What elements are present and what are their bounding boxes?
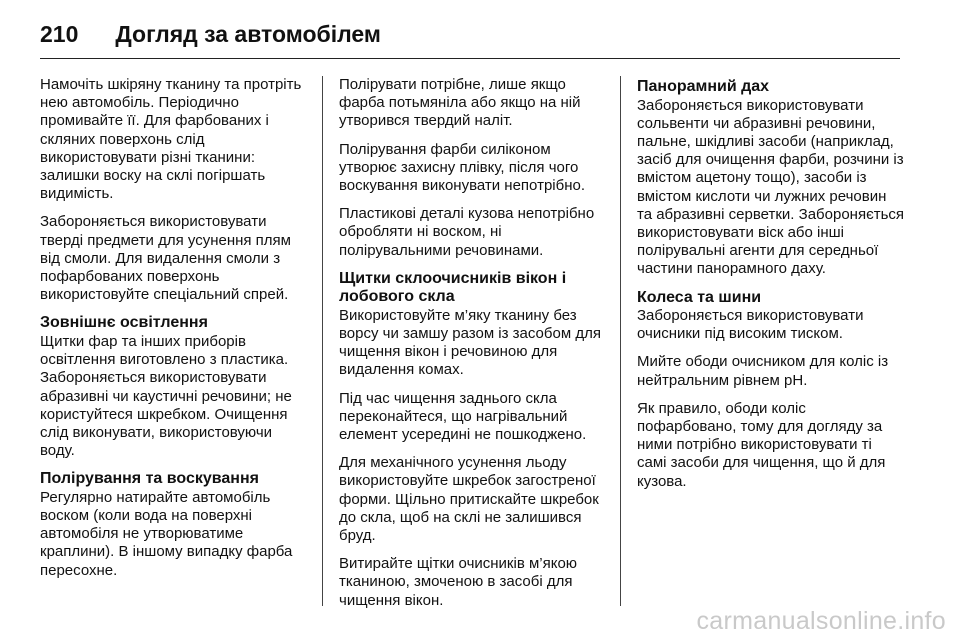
paragraph: Забороняється використовувати сольвенти чи абразивні речовини, пальне, шкідливі засоби (наприклад, засіб для очищення фарби, розчини із вмістом ацетону тощо), засоби із вмістом кислоти чи лужних речовин та абразивні серветки. Забороняється використовувати віск або інші полірувальні агенти для середньої частини панорамного даху. [637, 96, 905, 278]
page-header [40, 14, 381, 54]
column-divider-1 [322, 76, 323, 606]
section-heading: Панорамний дах [637, 78, 770, 95]
paragraph: Полірувати потрібне, лише якщо фарба потьмяніла або якщо на ній утворився твердий наліт. [339, 76, 581, 130]
paragraph: Пластикові деталі кузова непотрібно обробляти ні воском, ні полірувальними речовинами. [339, 205, 595, 259]
page-number: 210 [40, 20, 79, 47]
paragraph: Полірування фарби силіконом утворює захисну плівку, після чого воскування виконувати непотрібно. [339, 140, 585, 195]
paragraph: Використовуйте м’яку тканину без ворсу чи замшу разом із засобом для чищення вікон і речовиною для видалення комах. [339, 306, 601, 379]
header-divider [40, 58, 900, 59]
column-1 [40, 76, 308, 590]
section-heading: Зовнішнє освітлення [40, 314, 208, 332]
column-divider-2 [620, 76, 621, 606]
column-3 [637, 76, 905, 501]
paragraph: Витирайте щітки очисників м’якою тканиною, змоченою в засобі для чищення вікон. [339, 555, 578, 609]
paragraph: Забороняється використовувати очисники під високим тиском. [637, 307, 864, 343]
column-2 [339, 76, 607, 620]
watermark: carmanualsonline.info [696, 607, 946, 635]
paragraph: Мийте ободи очисником для коліс із нейтральним рівнем pH. [637, 353, 889, 389]
page-title: Догляд за автомобілем [115, 20, 381, 47]
paragraph: Під час чищення заднього скла переконайтеся, що нагрівальний елемент усередині не пошкоджено. [339, 389, 587, 444]
paragraph: Як правило, ободи коліс пофарбовано, тому для догляду за ними потрібно використовувати ті самі засоби для чищення, що й для кузова. [637, 399, 886, 490]
section-heading: Полірування та воскування [40, 470, 259, 488]
section-heading: Колеса та шини [637, 288, 762, 306]
paragraph: Регулярно натирайте автомобіль воском (коли вода на поверхні автомобіля не утворюватиме краплини). В іншому випадку фарба пересохне. [40, 488, 293, 579]
paragraph: Забороняється використовувати тверді предмети для усунення плям від смоли. Для видалення смоли з пофарбованих поверхонь використовуйте спеціальний спрей. [40, 213, 291, 304]
paragraph: Намочіть шкіряну тканину та протріть нею автомобіль. Періодично промивайте її. Для фарбованих і скляних поверхонь слід використовувати різні тканини: залишки воску на склі погіршать видимість. [40, 76, 302, 203]
paragraph: Для механічного усунення льоду використовуйте шкребок загостреної форми. Щільно притискайте шкребок до скла, щоб на склі не залишився бруд. [339, 454, 599, 545]
paragraph: Щитки фар та інших приборів освітлення виготовлено з пластика. Забороняється використовувати абразивні чи каустичні речовини; не користуйтеся шкребком. Очищення слід виконувати, використовуючи воду. [40, 332, 292, 460]
section-heading: Щитки склоочисників вікон і лобового скла [339, 269, 567, 306]
